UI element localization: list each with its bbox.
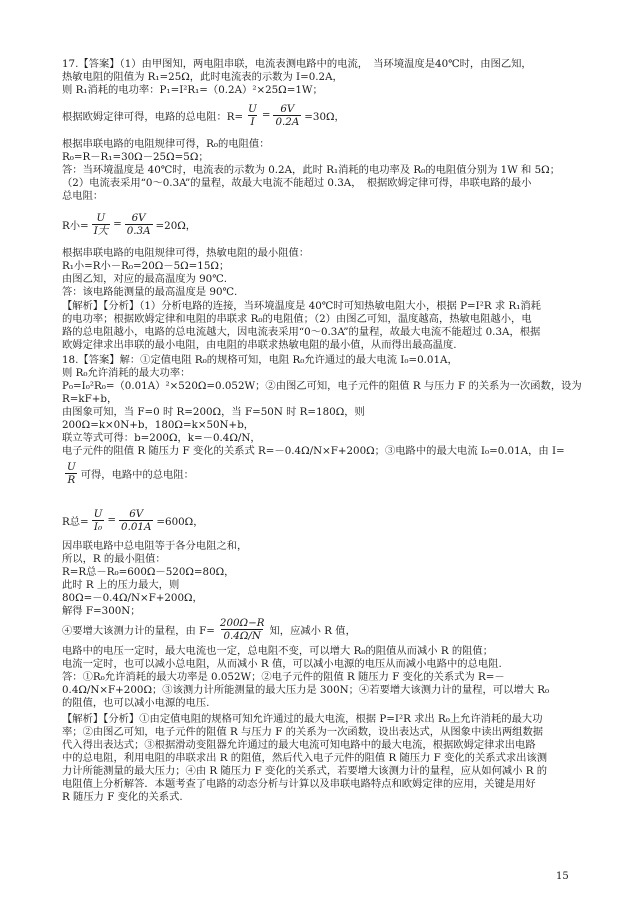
text-line: 由图乙知，对应的最高温度为 90℃. [62,273,228,285]
fraction [273,103,301,128]
numerator: 6V [131,211,146,224]
formula-prefix: R小= [62,219,89,232]
text-line: 中的总电阻，利用电阻的串联求出 R 的阻值，然后代入电子元件的阻值 R 随压力 F 变化的关系式求出该测 [62,752,548,764]
formula-equals: = [113,218,122,230]
numerator: U [248,102,257,115]
fraction [92,508,105,533]
formula-line [62,98,345,132]
fraction [246,103,259,128]
fraction [218,617,267,642]
formula-prefix: 根据欧姆定律可得，电路的总电阻：R= [62,110,244,123]
text-line: 电阻值上分析解答．本题考查了电路的动态分析与计算以及串联电路特点和欧姆定律的应用，关键是用好 [62,778,536,790]
text-line: R₁小=R小－R₀=20Ω－5Ω=15Ω； [62,260,230,272]
text-line: 总电阻： [62,190,104,202]
fraction [92,212,110,237]
numerator: U [96,211,106,224]
text-line: 路的总电阻越小，电路的总电流越大，因电流表采用“0～0.3A”的量程，故最大电流不能超过 0.3A，根据 [62,326,541,338]
numerator: 6V [280,102,295,115]
text-line: 【解析】【分析】①由定值电阻的规格可知允许通过的最大电流，根据 P=I²R 求出 R₀上允许消耗的最大功 [62,713,543,725]
text-line: 热敏电阻的阻值为 R₁=25Ω，此时电流表的示数为 I=0.2A， [62,71,343,83]
text-line: P₀=I₀²R₀=（0.01A）²×520Ω=0.052W；②由图乙可知，电子元件的阻值 R 与压力 F 的关系为一次函数，设为 [62,380,582,392]
text-line: 答：该电路能测量的最高温度是 90℃. [62,286,238,298]
numerator: U [93,507,103,520]
denominator: 0.01A [121,520,152,533]
fraction [125,212,153,237]
text-line: 根据串联电路的电阻规律可得，热敏电阻的最小阻值： [62,247,310,259]
text-line: R=kF+b， [62,393,118,405]
formula-equals: = [261,109,271,121]
formula-equals: = [107,514,117,526]
formula-line [62,614,356,644]
text-line: 则 R₀允许消耗的最大功率： [62,367,191,379]
text-line: 由图象可知，当 F=0 时 R=200Ω，当 F=50N 时 R=180Ω，则 [62,406,365,418]
denominator: 0.4Ω/N [223,629,261,642]
text-line: 200Ω=k×0N+b，180Ω=k×50N+b， [62,419,255,431]
text-line: 的阻值，也可以减小电源的电压. [62,697,210,709]
text-line: 则 R₁消耗的电功率：P₁=I²R₁=（0.2A）²×25Ω=1W； [62,84,323,96]
text-line: 电子元件的阻值 R 随压力 F 变化的关系式 R=－0.4Ω/N×F+200Ω；③电路中的最大电流 I₀=0.01A，由 I= [62,445,565,457]
formula-suffix: =30Ω， [304,110,345,123]
formula-suffix: 可得，电路中的总电阻： [80,468,194,481]
text-line: 答：当环境温度是 40℃时，电流表的示数为 0.2A，此时 R₁消耗的电功率及 R₀的电阻值分别为 1W 和 5Ω； [62,164,561,176]
text-line: （2）电流表采用“0～0.3A”的量程，故最大电流不能超过 0.3A， 根据欧姆定律可得，串联电路的最小 [62,177,532,189]
formula-prefix: R总= [62,515,89,528]
denominator: 0.3A [126,224,151,237]
text-line: 此时 R 上的压力最大，则 [62,579,180,591]
numerator: 6V [129,507,144,520]
fraction [65,461,78,486]
text-line: 电路中的电压一定时，最大电流也一定，总电阻不变，可以增大 R₀的阻值从而减小 R 的阻值； [62,645,494,657]
text-line: 【解析】【分析】（1）分析电路的连接，当环境温度是 40℃时可知热敏电阻大小，根据 P=I²R 求 R₁消耗 [62,300,541,312]
text-line: R=R总－R₀=600Ω－520Ω=80Ω， [62,566,235,578]
text-line: 17.【答案】（1）由甲图知，两电阻串联，电流表测电路中的电流， 当环境温度是40℃时，由图乙知， [62,58,532,70]
denominator: 0.2A [275,115,300,128]
numerator: U [67,460,76,473]
denominator: I [250,115,255,128]
denominator: I大 [93,224,109,237]
formula-line [62,458,194,488]
fraction [119,508,153,533]
formula-line [62,206,196,242]
text-line: 0.4Ω/N×F+200Ω；③该测力计所能测量的最大压力是 300N；④若要增大该测力计的量程，可以增大 R₀ [62,684,550,696]
text-line: R₀=R－R₁=30Ω－25Ω=5Ω； [62,151,209,163]
formula-suffix: 知，应减小 R 值， [269,624,356,637]
text-line: 欧姆定律求出串联的最小电阻，由电阻的串联求热敏电阻的最小值，从而得出最高温度. [62,339,457,351]
text-line: 答：①R₀允许消耗的最大功率是 0.052W；②电子元件的阻值 R 随压力 F 变化的关系式为 R=－ [62,671,505,683]
text-line: 所以，R 的最小阻值： [62,553,166,565]
denominator: I₀ [93,520,103,533]
text-line: 率；②由图乙可知，电子元件的阻值 R 与压力 F 的关系为一次函数，设出表达式，从图象中读出两组数据 [62,726,544,738]
page-number: 15 [556,871,569,882]
text-line: R 随压力 F 变化的关系式. [62,791,183,803]
text-line: 解得 F=300N； [62,605,141,617]
formula-prefix: ④要增大该测力计的量程，由 F= [62,624,215,637]
formula-suffix: =20Ω， [155,219,197,232]
text-line: 的电功率；根据欧姆定律和电阻的串联求 R₀的电阻值；（2）由图乙可知，温度越高，热敏电阻越小，电 [62,313,532,325]
formula-line [62,502,204,538]
denominator: R [67,473,76,486]
text-line: 力计所能测量的最大压力；④由 R 随压力 F 变化的关系式，若要增大该测力计的量程，应从如何减小 R 的 [62,765,548,777]
text-line: 80Ω=－0.4Ω/N×F+200Ω， [62,592,203,604]
formula-suffix: =600Ω， [156,515,204,528]
text-line: 根据串联电路的电阻规律可得，R₀的电阻值： [62,138,270,150]
text-line: 因串联电路中总电阻等于各分电阻之和， [62,540,248,552]
text-line: 电流一定时，也可以减小总电阻，从而减小 R 值，可以减小电源的电压从而减小电路中的总电阻. [62,658,502,670]
text-line: 代入得出表达式；③根据滑动变阻器允许通过的最大电流可知电路中的最大电流，根据欧姆定律求出电路 [62,739,536,751]
text-line: 18.【答案】解：①定值电阻 R₀的规格可知，电阻 R₀允许通过的最大电流 I₀=0.01A， [62,354,458,366]
text-line: 联立等式可得：b=200Ω，k=－0.4Ω/N， [62,432,261,444]
numerator: 200Ω−R [219,616,265,629]
